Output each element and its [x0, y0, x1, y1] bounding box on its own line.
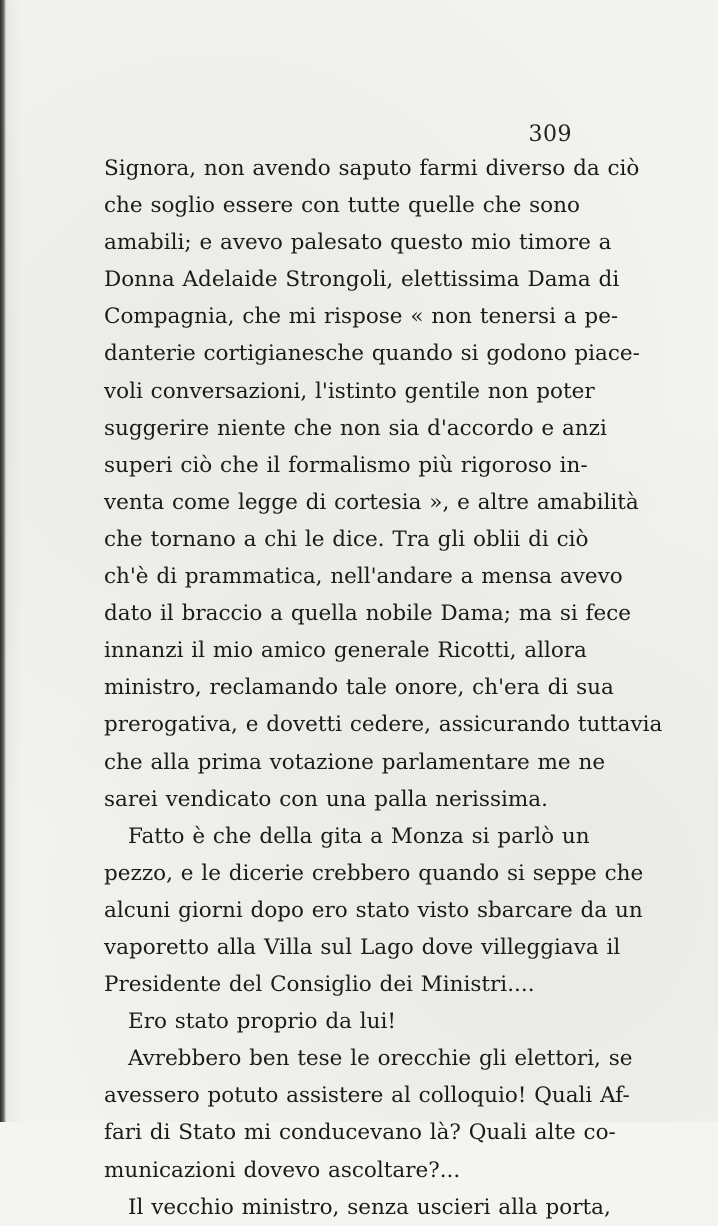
paragraph-start-line: Il vecchio ministro, senza uscieri alla porta, — [128, 1194, 611, 1220]
text-line: municazioni dovevo ascoltare?... — [104, 1157, 461, 1183]
text-line: che alla prima votazione parlamentare me ne — [104, 749, 606, 775]
paragraph-start-line: Fatto è che della gita a Monza si parlò un — [128, 823, 590, 849]
text-line: superi ciò che il formalismo più rigoroso in- — [104, 452, 588, 478]
text-line: suggerire niente che non sia d'accordo e anzi — [104, 415, 607, 441]
body-text — [104, 150, 663, 1226]
text-line: che soglio essere con tutte quelle che sono — [104, 193, 580, 219]
text-line: voli conversazioni, l'istinto gentile non poter — [104, 378, 595, 404]
text-line: pezzo, e le dicerie crebbero quando si seppe che — [104, 860, 644, 886]
text-line: che tornano a chi le dice. Tra gli oblii di ciò — [104, 526, 589, 552]
text-line: sarei vendicato con una palla nerissima. — [104, 786, 548, 812]
text-line: ch'è di prammatica, nell'andare a mensa avevo — [104, 564, 623, 590]
text-line: prerogativa, e dovetti cedere, assicurando tuttavia — [104, 712, 663, 738]
text-line: Donna Adelaide Strongoli, elettissima Dama di — [104, 267, 620, 293]
text-line: venta come legge di cortesia », e altre amabilità — [104, 489, 639, 515]
page-binding-edge — [0, 0, 6, 1122]
text-line: ministro, reclamando tale onore, ch'era di sua — [104, 675, 614, 701]
text-line: amabili; e avevo palesato questo mio timore a — [104, 230, 612, 256]
page-number: 309 — [528, 122, 572, 147]
text-line: Signora, non avendo saputo farmi diverso da ciò — [104, 156, 640, 181]
text-line: vaporetto alla Villa sul Lago dove villeggiava il — [104, 934, 621, 960]
text-line: innanzi il mio amico generale Ricotti, allora — [104, 638, 587, 664]
text-line: avessero potuto assistere al colloquio! Quali Af- — [104, 1083, 630, 1109]
text-line: alcuni giorni dopo ero stato visto sbarcare da un — [104, 897, 643, 923]
text-line: Presidente del Consiglio dei Ministri.... — [104, 972, 535, 998]
text-line: danterie cortigianesche quando si godono piace- — [104, 341, 640, 367]
paragraph-start-line: Ero stato proprio da lui! — [128, 1009, 396, 1035]
paragraph-start-line: Avrebbero ben tese le orecchie gli elettori, se — [128, 1046, 633, 1072]
text-line: Compagnia, che mi rispose « non tenersi a pe- — [104, 304, 619, 330]
text-line: dato il braccio a quella nobile Dama; ma si fece — [104, 601, 632, 627]
text-line: fari di Stato mi conducevano là? Quali alte co- — [104, 1120, 616, 1146]
